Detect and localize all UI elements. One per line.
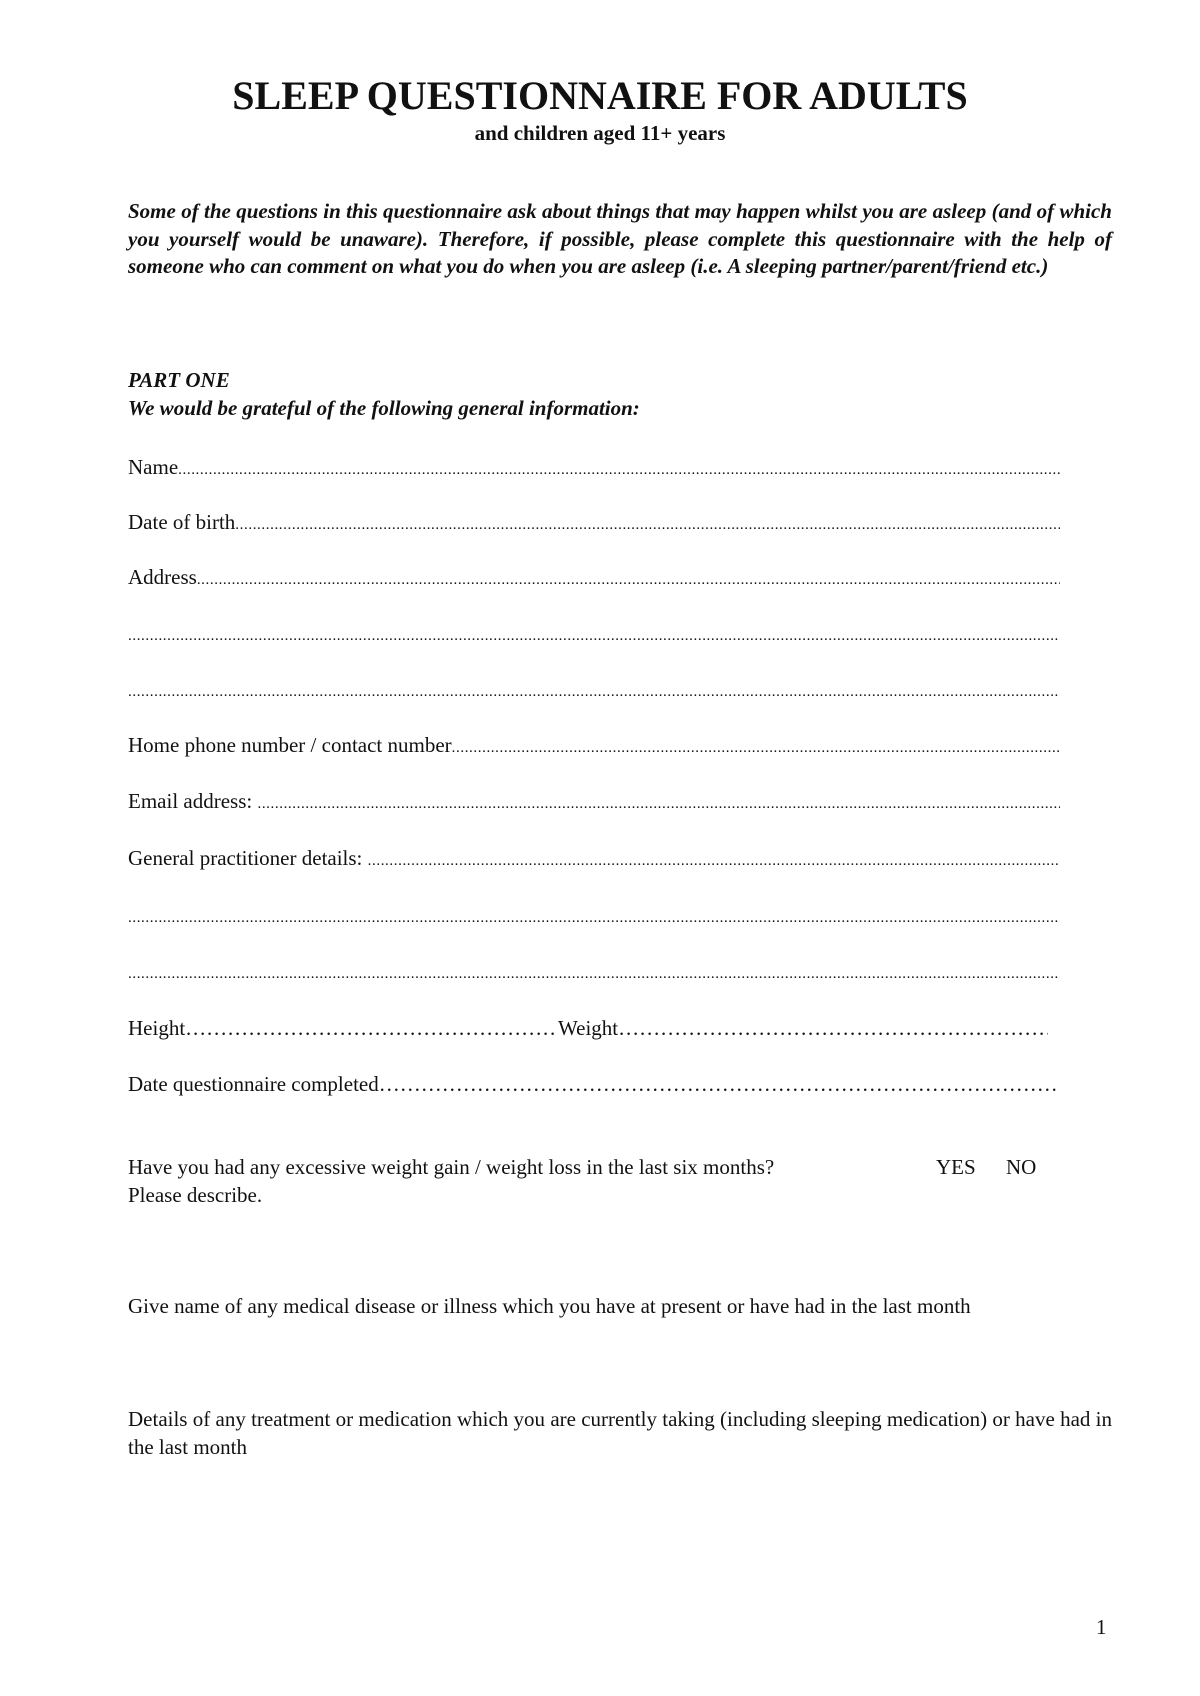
height-fill-line[interactable] [185, 1016, 558, 1040]
name-label: Name [128, 455, 179, 479]
dob-label: Date of birth [128, 510, 236, 534]
dob-field[interactable] [128, 507, 1060, 537]
address-fill-line[interactable] [197, 562, 1060, 592]
address-line-3[interactable] [128, 674, 1060, 704]
date-completed-fill-line[interactable] [379, 1072, 1060, 1096]
height-field[interactable] [128, 1013, 558, 1043]
phone-fill-line[interactable] [452, 730, 1060, 760]
part-one-instruction: We would be grateful of the following general information: [128, 396, 640, 420]
date-completed-field[interactable] [128, 1069, 1060, 1099]
weight-field[interactable] [558, 1013, 1048, 1043]
no-option[interactable]: NO [1006, 1155, 1037, 1179]
gp-line-2[interactable] [128, 900, 1060, 930]
name-field[interactable] [128, 452, 1060, 482]
gp-fill-line[interactable] [368, 843, 1060, 873]
email-fill-line[interactable] [257, 786, 1060, 816]
phone-field[interactable] [128, 730, 1060, 760]
dob-fill-line[interactable] [235, 507, 1060, 537]
document-subtitle: and children aged 11+ years [474, 121, 726, 145]
email-label: Email address: [128, 789, 258, 813]
intro-paragraph: Some of the questions in this questionnaire ask about things that may happen whilst you are asleep (and of which you yourself would be unaware). Therefore, if possible, please complete this questionnaire with the help of someone who can comment on what you do when you are asleep (i.e. A sleeping partner/parent/friend etc.) [128, 199, 1112, 278]
gp-fill-line-3[interactable] [128, 956, 1060, 986]
address-label: Address [128, 565, 197, 589]
name-fill-line[interactable] [178, 452, 1060, 482]
email-field[interactable] [128, 786, 1060, 816]
weight-fill-line[interactable] [618, 1016, 1048, 1040]
part-one-title: PART ONE [128, 368, 230, 392]
treatment-question: Details of any treatment or medication which you are currently taking (including sleeping medication) or have had in the last month [128, 1407, 1112, 1459]
gp-label: General practitioner details: [128, 846, 368, 870]
address-fill-line-2[interactable] [128, 618, 1060, 648]
weight-change-text: Have you had any excessive weight gain / weight loss in the last six months? [128, 1155, 775, 1179]
address-field[interactable] [128, 562, 1060, 592]
height-label: Height [128, 1016, 186, 1040]
weight-label: Weight [558, 1016, 619, 1040]
gp-line-3[interactable] [128, 956, 1060, 986]
address-fill-line-3[interactable] [128, 674, 1060, 704]
document-title: SLEEP QUESTIONNAIRE FOR ADULTS [232, 73, 968, 118]
address-line-2[interactable] [128, 618, 1060, 648]
phone-label: Home phone number / contact number [128, 733, 452, 757]
part-one-heading [128, 366, 1112, 422]
gp-fill-line-2[interactable] [128, 900, 1060, 930]
date-completed-label: Date questionnaire completed [128, 1072, 379, 1096]
weight-change-followup: Please describe. [128, 1182, 263, 1207]
gp-field[interactable] [128, 843, 1060, 873]
page-number: 1 [1096, 1615, 1107, 1639]
medical-question: Give name of any medical disease or illness which you have at present or have had in the last month [128, 1294, 971, 1318]
yes-option[interactable]: YES [936, 1155, 976, 1179]
